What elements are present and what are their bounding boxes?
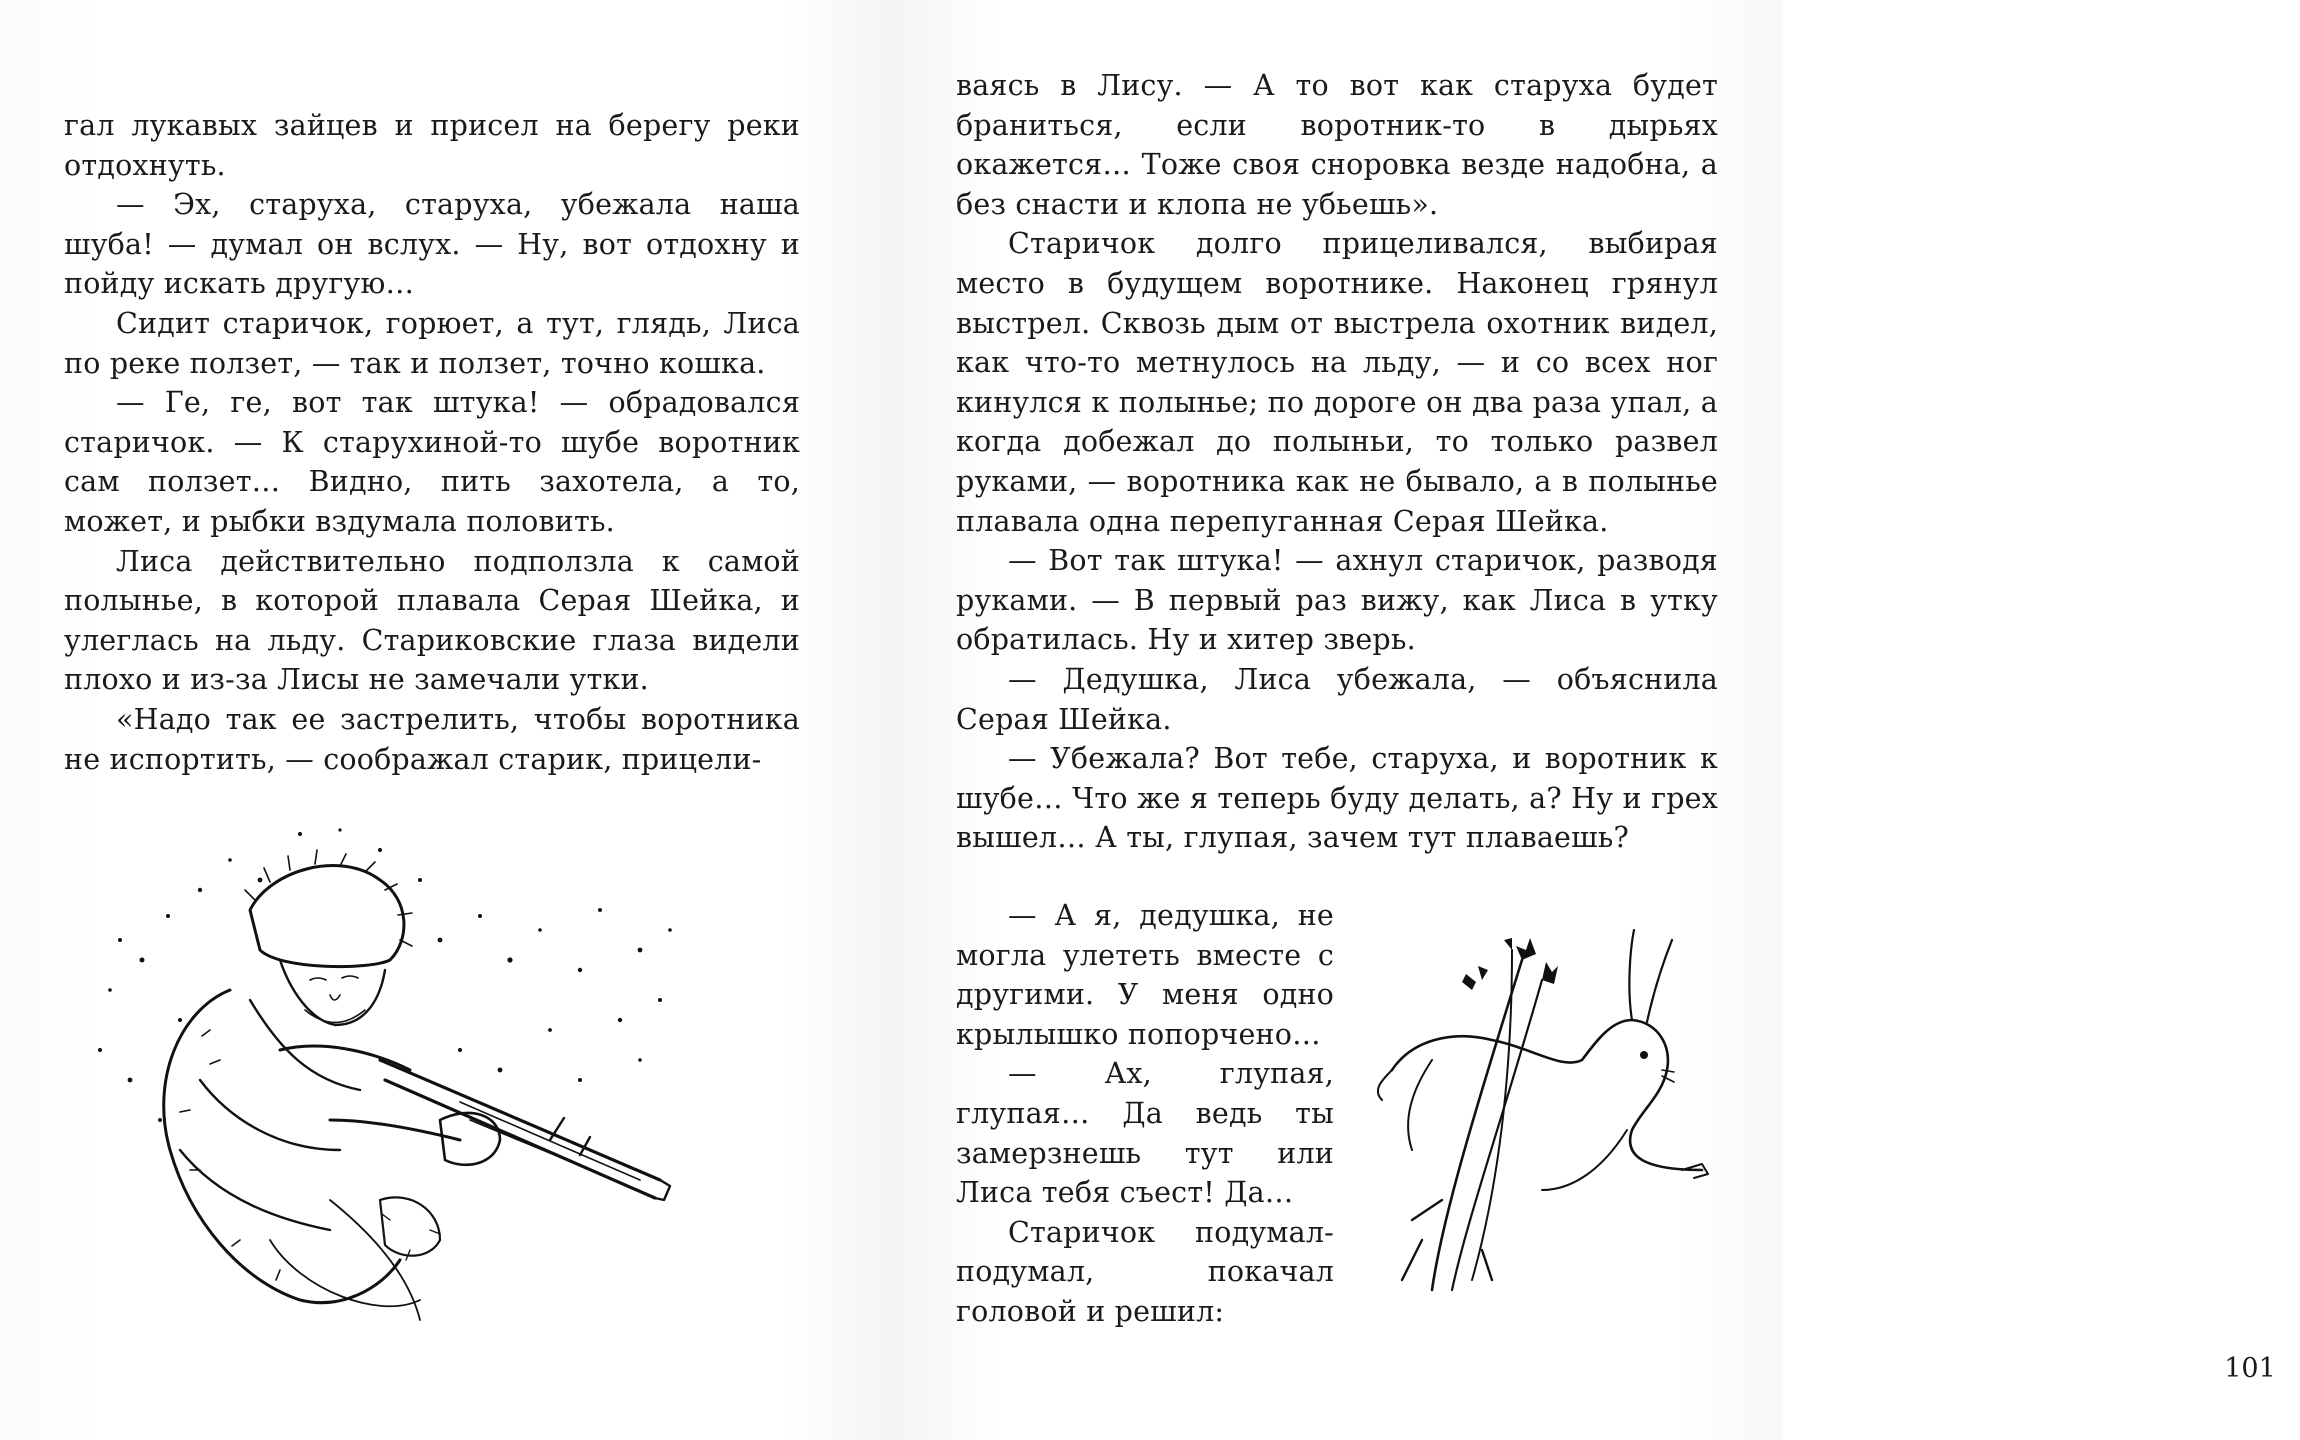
right-page-text	[956, 66, 1718, 858]
paragraph: — Ге, ге, вот так штука! — обрадовался старичок. — К старухиной-то шубе воротник сам ползет… Видно, пить захотела, а то, может, и рыбки вздумала половить.	[64, 386, 800, 538]
left-page	[0, 0, 890, 1440]
paragraph: ваясь в Лису. — А то вот как старуха будет браниться, если воротник-то в дырьях окажется… Тоже своя сноровка везде надобна, а без снасти и клопа не убьешь».	[956, 69, 1718, 221]
paragraph: Лиса действительно подползла к самой полынье, в которой плавала Серая Шейка, и улеглась на льду. Стариковские глаза видели плохо и из-за Лисы не замечали утки.	[64, 544, 800, 697]
paragraph: Старичок долго прицеливался, выбирая место в будущем воротнике. Наконец грянул выстрел. Сквозь дым от выстрела охотник видел, как что-то метнулось на льду, — и со всех ног кинулся к полынье; по дороге он два раза упал, а когда добежал до полыньи, то только развел руками, — воротника как не бывало, а в полынье плавала одна перепуганная Серая Шейка.	[956, 227, 1718, 538]
paragraph: «Надо так ее застрелить, чтобы воротника не испортить, — соображал старик, прицели-	[64, 702, 800, 776]
paragraph: — Убежала? Вот тебе, старуха, и воротник к шубе… Что же я теперь буду делать, а? Ну и грех вышел… А ты, глупая, зачем тут плаваешь?	[956, 742, 1718, 855]
left-page-text	[64, 106, 800, 779]
page-number: 101	[2224, 1353, 2276, 1384]
paragraph: — Эх, старуха, старуха, убежала наша шуба! — думал он вслух. — Ну, вот отдохну и пойду искать другую…	[64, 188, 800, 301]
paragraph: гал лукавых зайцев и присел на берегу реки отдохнуть.	[64, 109, 800, 182]
reed-tops	[1462, 938, 1558, 990]
paragraph: — Вот так штука! — ахнул старичок, разводя руками. — В первый раз вижу, как Лиса в утку обратилась. Ну и хитер зверь.	[956, 544, 1718, 657]
right-page-narrow-text	[956, 896, 1334, 1332]
paragraph: Сидит старичок, горюет, а тут, глядь, Лиса по реке ползет, — так и ползет, точно кошка.	[64, 306, 800, 380]
paragraph: — Дедушка, Лиса убежала, — объяснила Серая Шейка.	[956, 662, 1718, 736]
hare-illustration	[1372, 920, 1732, 1300]
hunter-illustration	[80, 820, 760, 1340]
paragraph: — А я, дедушка, не могла улететь вместе с другими. У меня одно крылышко попорчено…	[956, 899, 1334, 1051]
paragraph: — Ах, глупая, глупая… Да ведь ты замерзнешь тут или Лиса тебя съест! Да…	[956, 1057, 1334, 1210]
paragraph: Старичок подумал-подумал, покачал головой и решил:	[956, 1215, 1334, 1328]
